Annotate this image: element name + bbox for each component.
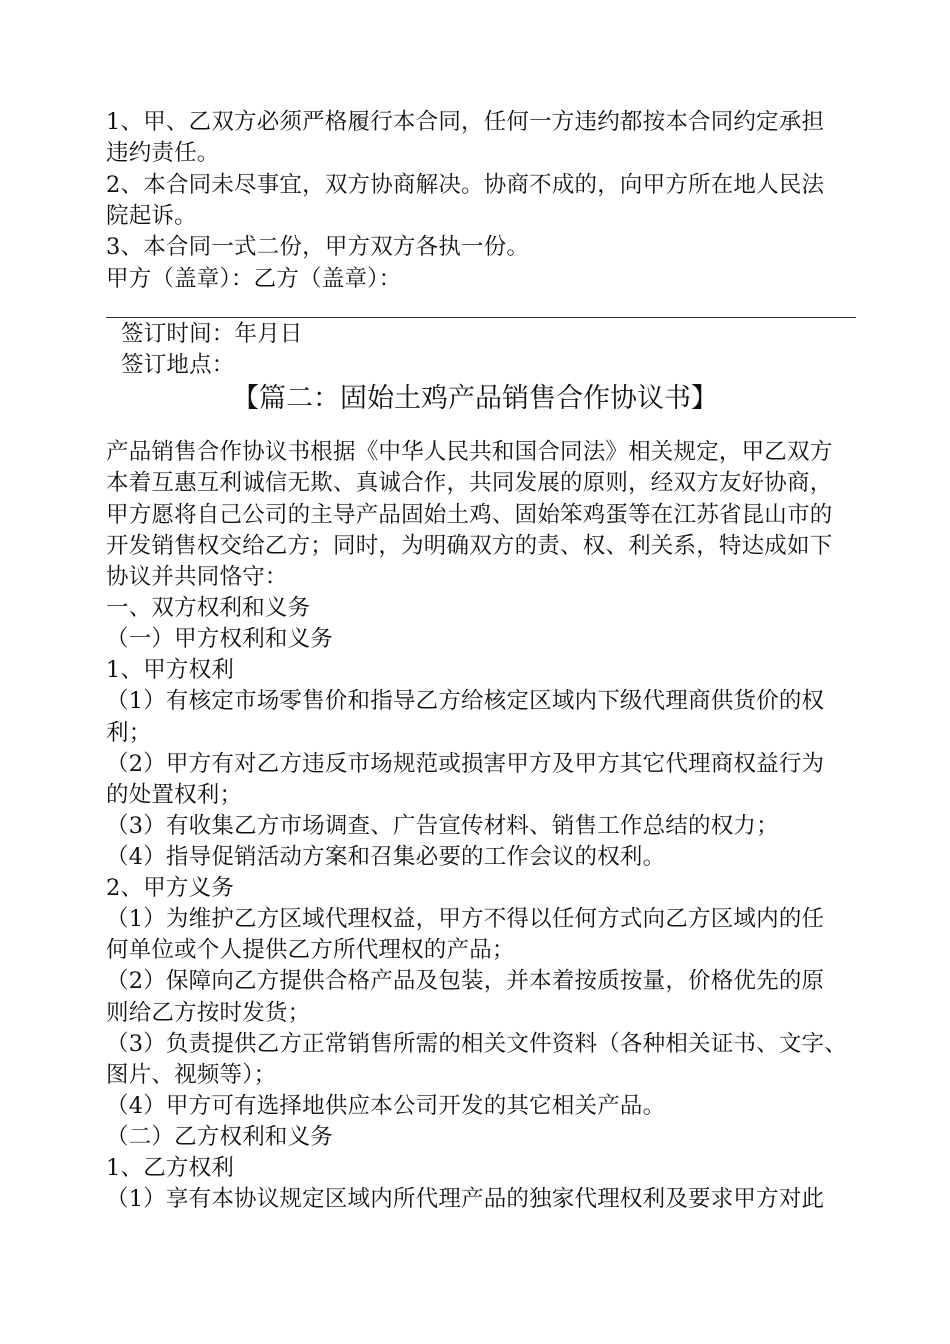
contract-clause-1: 1、甲、乙双方必须严格履行本合同，任何一方违约都按本合同约定承担: [106, 109, 825, 135]
body-line: 开发销售权交给乙方；同时，为明确双方的责、权、利关系，特达成如下: [106, 533, 833, 559]
contract-clause-1-cont: 违约责任。: [106, 140, 220, 166]
heading-party-a-obligations: 2、甲方义务: [106, 875, 235, 901]
contract-clause-2: 2、本合同未尽事宜，双方协商解决。协商不成的，向甲方所在地人民法: [106, 172, 825, 198]
contract-clause-3: 3、本合同一式二份，甲方双方各执一份。: [106, 234, 530, 260]
heading-party-b: （二）乙方权利和义务: [106, 1124, 334, 1150]
heading-rights-obligations: 一、双方权利和义务: [106, 595, 311, 621]
body-line: 产品销售合作协议书根据《中华人民共和国合同法》相关规定，甲乙双方: [106, 439, 833, 465]
heading-party-a: （一）甲方权利和义务: [106, 626, 334, 652]
heading-party-a-rights: 1、甲方权利: [106, 657, 235, 683]
signing-place: 签订地点：: [121, 352, 235, 378]
body-line: （3）负责提供乙方正常销售所需的相关文件资料（各种相关证书、文字、: [106, 1031, 847, 1057]
body-line: （1）有核定市场零售价和指导乙方给核定区域内下级代理商供货价的权: [106, 688, 825, 714]
body-line: （1）为维护乙方区域代理权益，甲方不得以任何方式向乙方区域内的任: [106, 906, 825, 932]
body-line: 何单位或个人提供乙方所代理权的产品；: [106, 937, 515, 963]
body-line: （4）指导促销活动方案和召集必要的工作会议的权利。: [106, 844, 666, 870]
section-title: 【篇二：固始土鸡产品销售合作协议书】: [232, 383, 718, 414]
signature-divider: [106, 317, 856, 318]
body-line: 本着互惠互利诚信无欺、真诚合作，共同发展的原则，经双方友好协商，: [106, 470, 833, 496]
contract-clause-2-cont: 院起诉。: [106, 203, 197, 229]
body-line: （4）甲方可有选择地供应本公司开发的其它相关产品。: [106, 1093, 666, 1119]
signing-date: 签订时间：年月日: [121, 321, 303, 347]
body-line: 的处置权利；: [106, 782, 243, 808]
body-line: （2）保障向乙方提供合格产品及包装，并本着按质按量，价格优先的原: [106, 968, 825, 994]
body-line: （3）有收集乙方市场调查、广告宣传材料、销售工作总结的权力；: [106, 813, 779, 839]
body-line: 则给乙方按时发货；: [106, 1000, 311, 1026]
body-line: （2）甲方有对乙方违反市场规范或损害甲方及甲方其它代理商权益行为: [106, 751, 825, 777]
body-line: （1）享有本协议规定区域内所代理产品的独家代理权利及要求甲方对此: [106, 1186, 825, 1212]
body-line: 利；: [106, 720, 152, 746]
signature-parties: 甲方（盖章）：乙方（盖章）：: [106, 266, 402, 292]
body-line: 协议并共同恪守：: [106, 564, 288, 590]
body-line: 图片、视频等）；: [106, 1062, 277, 1088]
heading-party-b-rights: 1、乙方权利: [106, 1155, 235, 1181]
body-line: 甲方愿将自己公司的主导产品固始土鸡、固始笨鸡蛋等在江苏省昆山市的: [106, 502, 833, 528]
